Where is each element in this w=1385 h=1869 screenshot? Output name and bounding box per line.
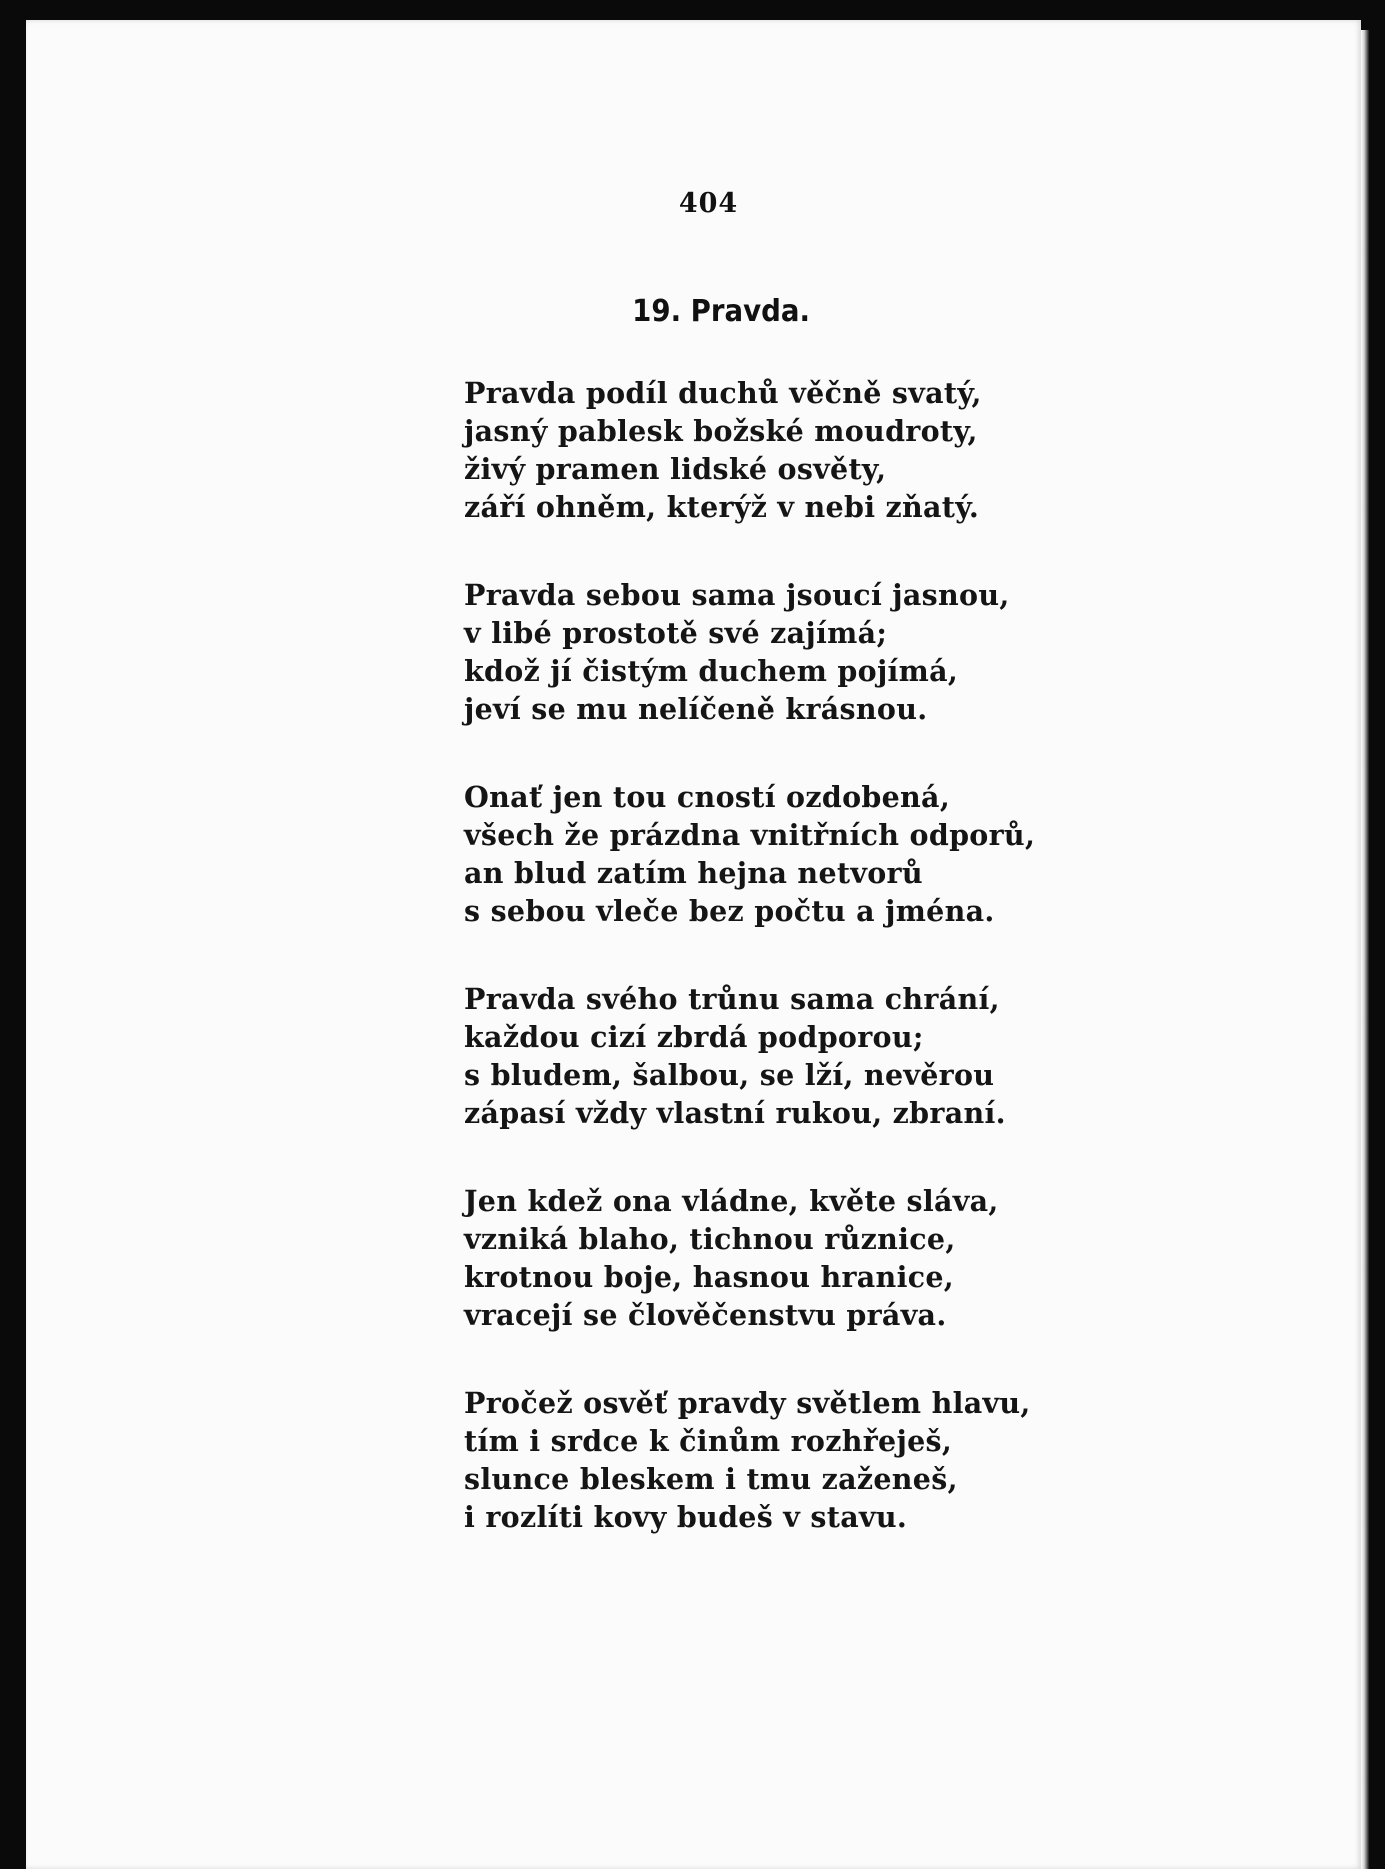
poem-line: zápasí vždy vlastní rukou, zbraní. xyxy=(464,1096,1006,1130)
poem-line: září ohněm, kterýž v nebi zňatý. xyxy=(464,490,980,524)
poem-line: Jen kdež ona vládne, květe sláva, xyxy=(464,1184,999,1218)
poem-line: jeví se mu nelíčeně krásnou. xyxy=(464,692,928,726)
poem-line: vracejí se člověčenstvu práva. xyxy=(464,1298,947,1332)
poem-line: všech že prázdna vnitřních odporů, xyxy=(464,818,1036,852)
stanza xyxy=(464,374,1064,526)
stanza xyxy=(464,778,1064,930)
book-page xyxy=(26,20,1361,1869)
poem-line: v libé prostotě své zajímá; xyxy=(464,616,888,650)
stanza xyxy=(464,980,1064,1132)
poem-line: an blud zatím hejna netvorů xyxy=(464,856,923,890)
poem-line: vzniká blaho, tichnou různice, xyxy=(464,1222,956,1256)
poem-line: krotnou boje, hasnou hranice, xyxy=(464,1260,954,1294)
poem-line: Pravda podíl duchů věčně svatý, xyxy=(464,376,982,410)
poem-line: Pravda sebou sama jsoucí jasnou, xyxy=(464,578,1010,612)
poem-line: slunce bleskem i tmu zaženeš, xyxy=(464,1462,958,1496)
poem-line: tím i srdce k činům rozhřeješ, xyxy=(464,1424,953,1458)
poem-line: s sebou vleče bez počtu a jména. xyxy=(464,894,995,928)
poem-title: 19. Pravda. xyxy=(632,294,811,329)
stanza xyxy=(464,1182,1064,1334)
poem-line: každou cizí zbrdá podporou; xyxy=(464,1020,924,1054)
poem-line: Pravda svého trůnu sama chrání, xyxy=(464,982,1000,1016)
poem-line: s bludem, šalbou, se lží, nevěrou xyxy=(464,1058,995,1092)
poem-line: Pročež osvěť pravdy světlem hlavu, xyxy=(464,1386,1031,1420)
poem-line: živý pramen lidské osvěty, xyxy=(464,452,887,486)
poem-line: i rozlíti kovy budeš v stavu. xyxy=(464,1500,908,1534)
stanza xyxy=(464,576,1064,728)
page-edge-shadow xyxy=(1361,30,1369,1869)
poem-line: jasný pablesk božské moudroty, xyxy=(464,414,978,448)
poem-line: Onať jen tou cností ozdobená, xyxy=(464,780,951,814)
poem-line: kdož jí čistým duchem pojímá, xyxy=(464,654,959,688)
stanza xyxy=(464,1384,1064,1536)
page-number: 404 xyxy=(678,188,739,219)
poem-body xyxy=(464,374,1064,1586)
